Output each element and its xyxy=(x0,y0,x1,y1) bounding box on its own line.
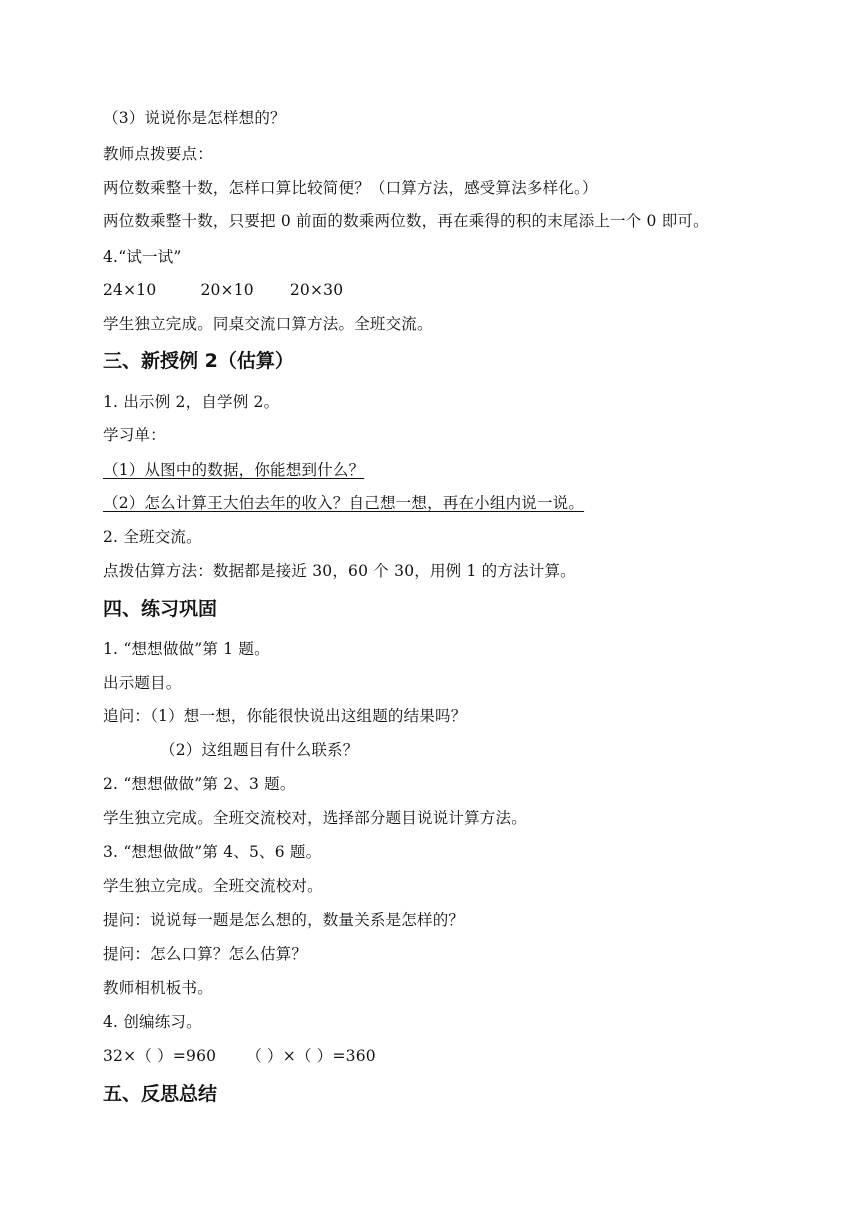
section-heading: 三、新授例 2（估算） xyxy=(103,350,294,372)
text-line: （2）这组题目有什么联系？ xyxy=(160,741,359,759)
text-line: 3. “想想做做”第 4、5、6 题。 xyxy=(103,843,322,861)
text-line: 教师相机板书。 xyxy=(103,979,213,997)
text-line: 2. 全班交流。 xyxy=(103,528,202,546)
text-line: 教师点拨要点： xyxy=(103,145,213,163)
text-line: 点拨估算方法：数据都是接近 30，60 个 30，用例 1 的方法计算。 xyxy=(103,562,576,580)
text-line: 1. 出示例 2，自学例 2。 xyxy=(103,393,280,411)
section-heading: 五、反思总结 xyxy=(103,1083,218,1105)
text-line: 学生独立完成。全班交流校对。 xyxy=(103,877,323,895)
text-line: 2. “想想做做”第 2、3 题。 xyxy=(103,775,296,793)
underlined-question: （2）怎么计算王大伯去年的收入？自己想一想，再在小组内说一说。 xyxy=(103,494,585,512)
text-line: 学生独立完成。全班交流校对，选择部分题目说说计算方法。 xyxy=(103,809,527,827)
text-line: 提问：说说每一题是怎么想的，数量关系是怎样的？ xyxy=(103,911,465,929)
text-line: 出示题目。 xyxy=(103,674,182,692)
expression: 20×10 xyxy=(200,281,254,299)
expression: 24×10 xyxy=(103,281,157,299)
text-line: 学生独立完成。同桌交流口算方法。全班交流。 xyxy=(103,315,433,333)
underlined-question: （1）从图中的数据，你能想到什么？ xyxy=(103,461,365,479)
text-line: （3）说说你是怎样想的？ xyxy=(103,109,286,127)
text-line: 两位数乘整十数，怎样口算比较简便？（口算方法，感受算法多样化。） xyxy=(103,179,598,197)
expression: （ ）×（ ）=360 xyxy=(246,1047,376,1065)
expression-row xyxy=(103,1046,376,1066)
text-line: 学习单： xyxy=(103,426,166,444)
expression: 32×（ ）=960 xyxy=(103,1047,217,1065)
expression: 20×30 xyxy=(289,281,344,299)
text-line: 4.“试一试” xyxy=(103,248,182,266)
text-line: 两位数乘整十数，只要把 0 前面的数乘两位数，再在乘得的积的末尾添上一个 0 即可。 xyxy=(103,212,709,230)
text-line: 1. “想想做做”第 1 题。 xyxy=(103,640,270,658)
text-line: 4. 创编练习。 xyxy=(103,1013,202,1031)
expression-row xyxy=(103,280,343,300)
text-line: 追问：（1）想一想，你能很快说出这组题的结果吗？ xyxy=(103,707,467,725)
section-heading: 四、练习巩固 xyxy=(103,598,218,620)
text-line: 提问：怎么口算？怎么估算？ xyxy=(103,945,308,963)
